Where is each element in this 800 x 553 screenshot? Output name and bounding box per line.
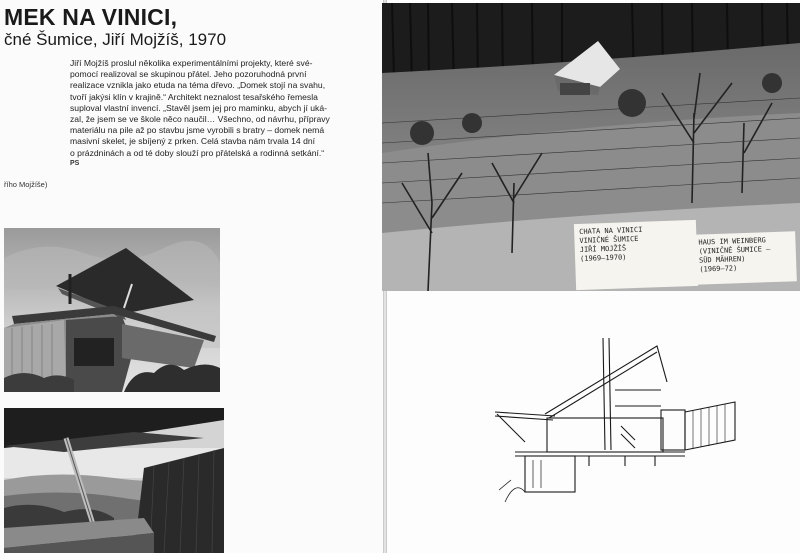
article-title: MEK NA VINICI, [4, 4, 178, 30]
note-line: JIŘÍ MOJŽÍŠ [579, 244, 627, 254]
body-line: Jiří Mojžíš proslul několika experimentálními projekty, které své- [70, 58, 313, 68]
body-line: realizace vznikla jako etuda na téma dřevo. „Domek stojí na svahu, [70, 80, 326, 91]
body-line: materiálu na pile až po stavbu jsme vyrobili s bratry – domek nemá [70, 125, 325, 136]
body-line: zal, že jsem se ve škole něco naučil… Všechno, od návrhu, přípravy [70, 114, 330, 125]
body-line: o prázdninách a od té doby slouží pro přátelská a rodinná setkání.“ [70, 147, 325, 158]
article-body [70, 58, 340, 159]
body-line: pomocí realizoval se skupinou přátel. Jeho pozoruhodná první [70, 69, 307, 80]
note-line: (1969–1970) [579, 253, 627, 263]
article-subtitle: čné Šumice, Jiří Mojžíš, 1970 [4, 30, 227, 49]
body-line: tvoří jakýsi klín v krajině.“ Architekt neznalost tesařského řemesla [70, 91, 318, 102]
body-line: suploval vlastní invencí. „Stavěl jsem jej pro maminku, abych jí uká- [70, 102, 327, 113]
note-line: HAUS IM WEINBERG [698, 236, 766, 247]
terrace-view-photo [4, 408, 224, 553]
note-line: (1969–72) [699, 264, 738, 274]
note-line: (VINIČNÉ ŠUMICE – [698, 245, 771, 256]
cabin-exterior-photo [4, 228, 220, 392]
handwritten-note-german [693, 231, 797, 285]
author-initials: PS [70, 160, 80, 167]
note-line: CHATA NA VINICI [579, 225, 643, 236]
cabin-section-drawing [485, 330, 745, 505]
note-line: SÜD MÄHREN) [698, 254, 746, 265]
body-line: masivní skelet, je sbíjený z prken. Celá stavba nám trvala 14 dní [70, 136, 316, 147]
note-line: VINIČNÉ ŠUMICE [579, 234, 639, 245]
photo-credit-caption: řího Mojžíše) [4, 180, 48, 189]
handwritten-note-czech [574, 220, 698, 290]
